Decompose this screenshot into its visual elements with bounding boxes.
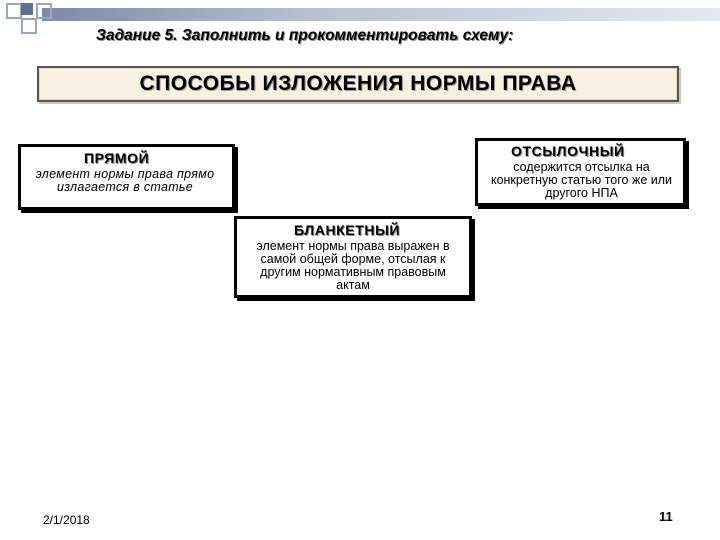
- diagram-title-banner: [37, 66, 679, 102]
- footer-date: 2/1/2018: [43, 513, 90, 527]
- box-reference: [475, 138, 686, 206]
- decor-square-1: [6, 3, 22, 19]
- box-blanket-title: БЛАНКЕТНЫЙ: [294, 222, 401, 238]
- box-blanket: [234, 216, 472, 298]
- task-heading: Задание 5. Заполнить и прокомментировать схему:: [96, 27, 514, 44]
- page-number: 11: [659, 509, 673, 524]
- box-blanket-text: элемент нормы права выражен в самой общей форме, отсылая к другим нормативным правовым актам: [256, 239, 450, 292]
- box-reference-text: содержится отсылка на конкретную статью того же или другого НПА: [490, 160, 673, 200]
- diagram-title: СПОСОБЫ ИЗЛОЖЕНИЯ НОРМЫ ПРАВА: [139, 72, 577, 95]
- box-direct-title: ПРЯМОЙ: [84, 150, 150, 166]
- decor-square-2: [21, 3, 33, 15]
- decor-square-4: [21, 18, 37, 34]
- header-gradient-bar: [42, 8, 720, 21]
- box-direct: [18, 144, 235, 210]
- decor-square-3: [36, 3, 52, 19]
- box-direct-text: элемент нормы права прямо излагается в статье: [35, 167, 215, 194]
- box-reference-title: ОТСЫЛОЧНЫЙ: [511, 143, 625, 159]
